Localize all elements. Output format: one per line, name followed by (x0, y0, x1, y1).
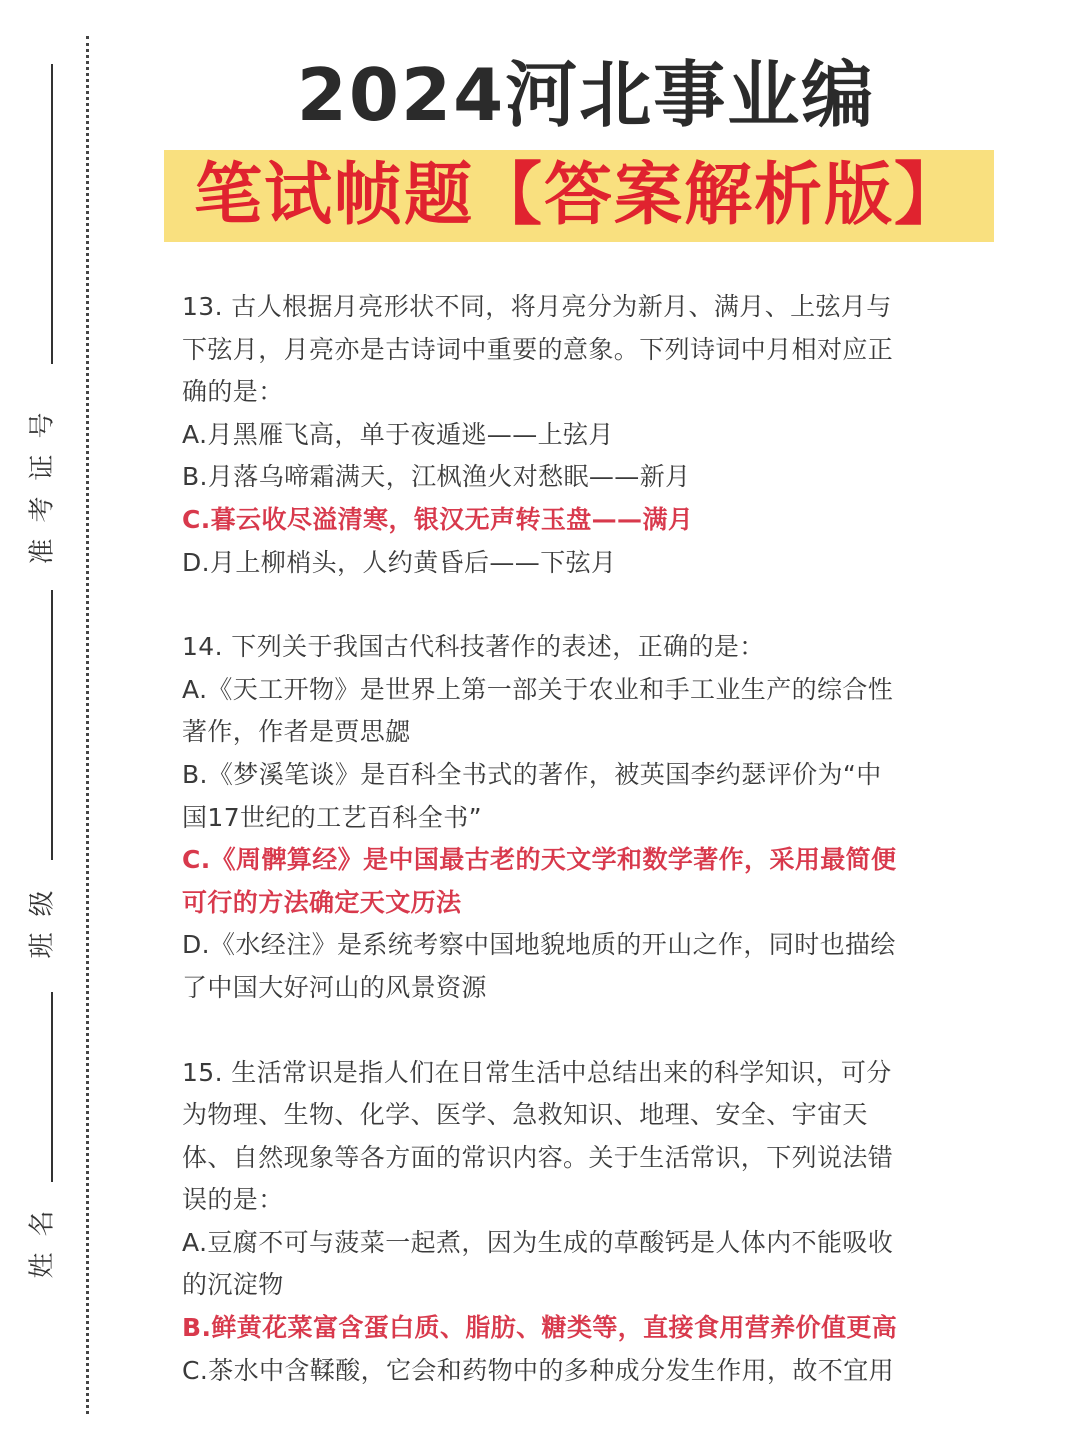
option-line: A.《天工开物》是世界上第一部关于农业和手工业生产的综合性 (182, 674, 894, 704)
margin-rule (51, 992, 53, 1182)
question-stem-line: 为物理、生物、化学、医学、急救知识、地理、安全、宇宙天 (182, 1100, 868, 1130)
question (182, 626, 946, 1009)
binding-margin (0, 0, 92, 1443)
option-line: 著作，作者是贾思勰 (182, 717, 411, 747)
cut-line (86, 36, 89, 1414)
class-label: 班级 (27, 873, 58, 959)
margin-rule (51, 590, 53, 860)
option-line: A.月黑雁飞高，单于夜遁逃——上弦月 (182, 419, 614, 449)
question-stem-line: 下弦月，月亮亦是古诗词中重要的意象。下列诗词中月相对应正 (182, 334, 894, 364)
name-label: 姓名 (27, 1193, 58, 1279)
question-stem-line: 体、自然现象等各方面的常识内容。关于生活常识，下列说法错 (182, 1142, 894, 1172)
question-list (182, 286, 946, 1434)
question-stem-line: 14. 下列关于我国古代科技著作的表述，正确的是： (182, 632, 765, 662)
option-line: B.《梦溪笔谈》是百科全书式的著作，被英国李约瑟评价为“中 (182, 759, 882, 789)
correct-option-line: C.《周髀算经》是中国最古老的天文学和数学著作，采用最简便 (182, 845, 897, 875)
option-line: A.豆腐不可与菠菜一起煮，因为生成的草酸钙是人体内不能吸收 (182, 1227, 894, 1257)
option-line: 了中国大好河山的风景资源 (182, 972, 487, 1002)
correct-option-line: C.暮云收尽溢清寒，银汉无声转玉盘——满月 (182, 504, 694, 534)
page-title: 2024河北事业编 (296, 53, 876, 137)
question (182, 1052, 946, 1393)
correct-option-line: B.鲜黄花菜富含蛋白质、脂肪、糖类等，直接食用营养价值更高 (182, 1313, 898, 1343)
question-stem-line: 确的是： (182, 377, 284, 407)
margin-rule (51, 64, 53, 364)
exam-id-label: 准考证号 (27, 395, 58, 565)
page-subtitle: 笔试帧题【答案解析版】 (193, 156, 964, 235)
option-line: 的沉淀物 (182, 1270, 284, 1300)
question (182, 286, 946, 584)
option-line: D.《水经注》是系统考察中国地貌地质的开山之作，同时也描绘 (182, 930, 896, 960)
question-stem-line: 误的是： (182, 1185, 284, 1215)
option-line: 国17世纪的工艺百科全书” (182, 802, 482, 832)
question-stem-line: 15. 生活常识是指人们在日常生活中总结出来的科学知识，可分 (182, 1057, 892, 1087)
option-line: C.茶水中含鞣酸，它会和药物中的多种成分发生作用，故不宜用 (182, 1355, 895, 1385)
correct-option-line: 可行的方法确定天文历法 (182, 887, 462, 917)
option-line: D.月上柳梢头，人约黄昏后——下弦月 (182, 547, 617, 577)
option-line: B.月落乌啼霜满天，江枫渔火对愁眠——新月 (182, 462, 691, 492)
question-stem-line: 13. 古人根据月亮形状不同，将月亮分为新月、满月、上弦月与 (182, 292, 892, 321)
